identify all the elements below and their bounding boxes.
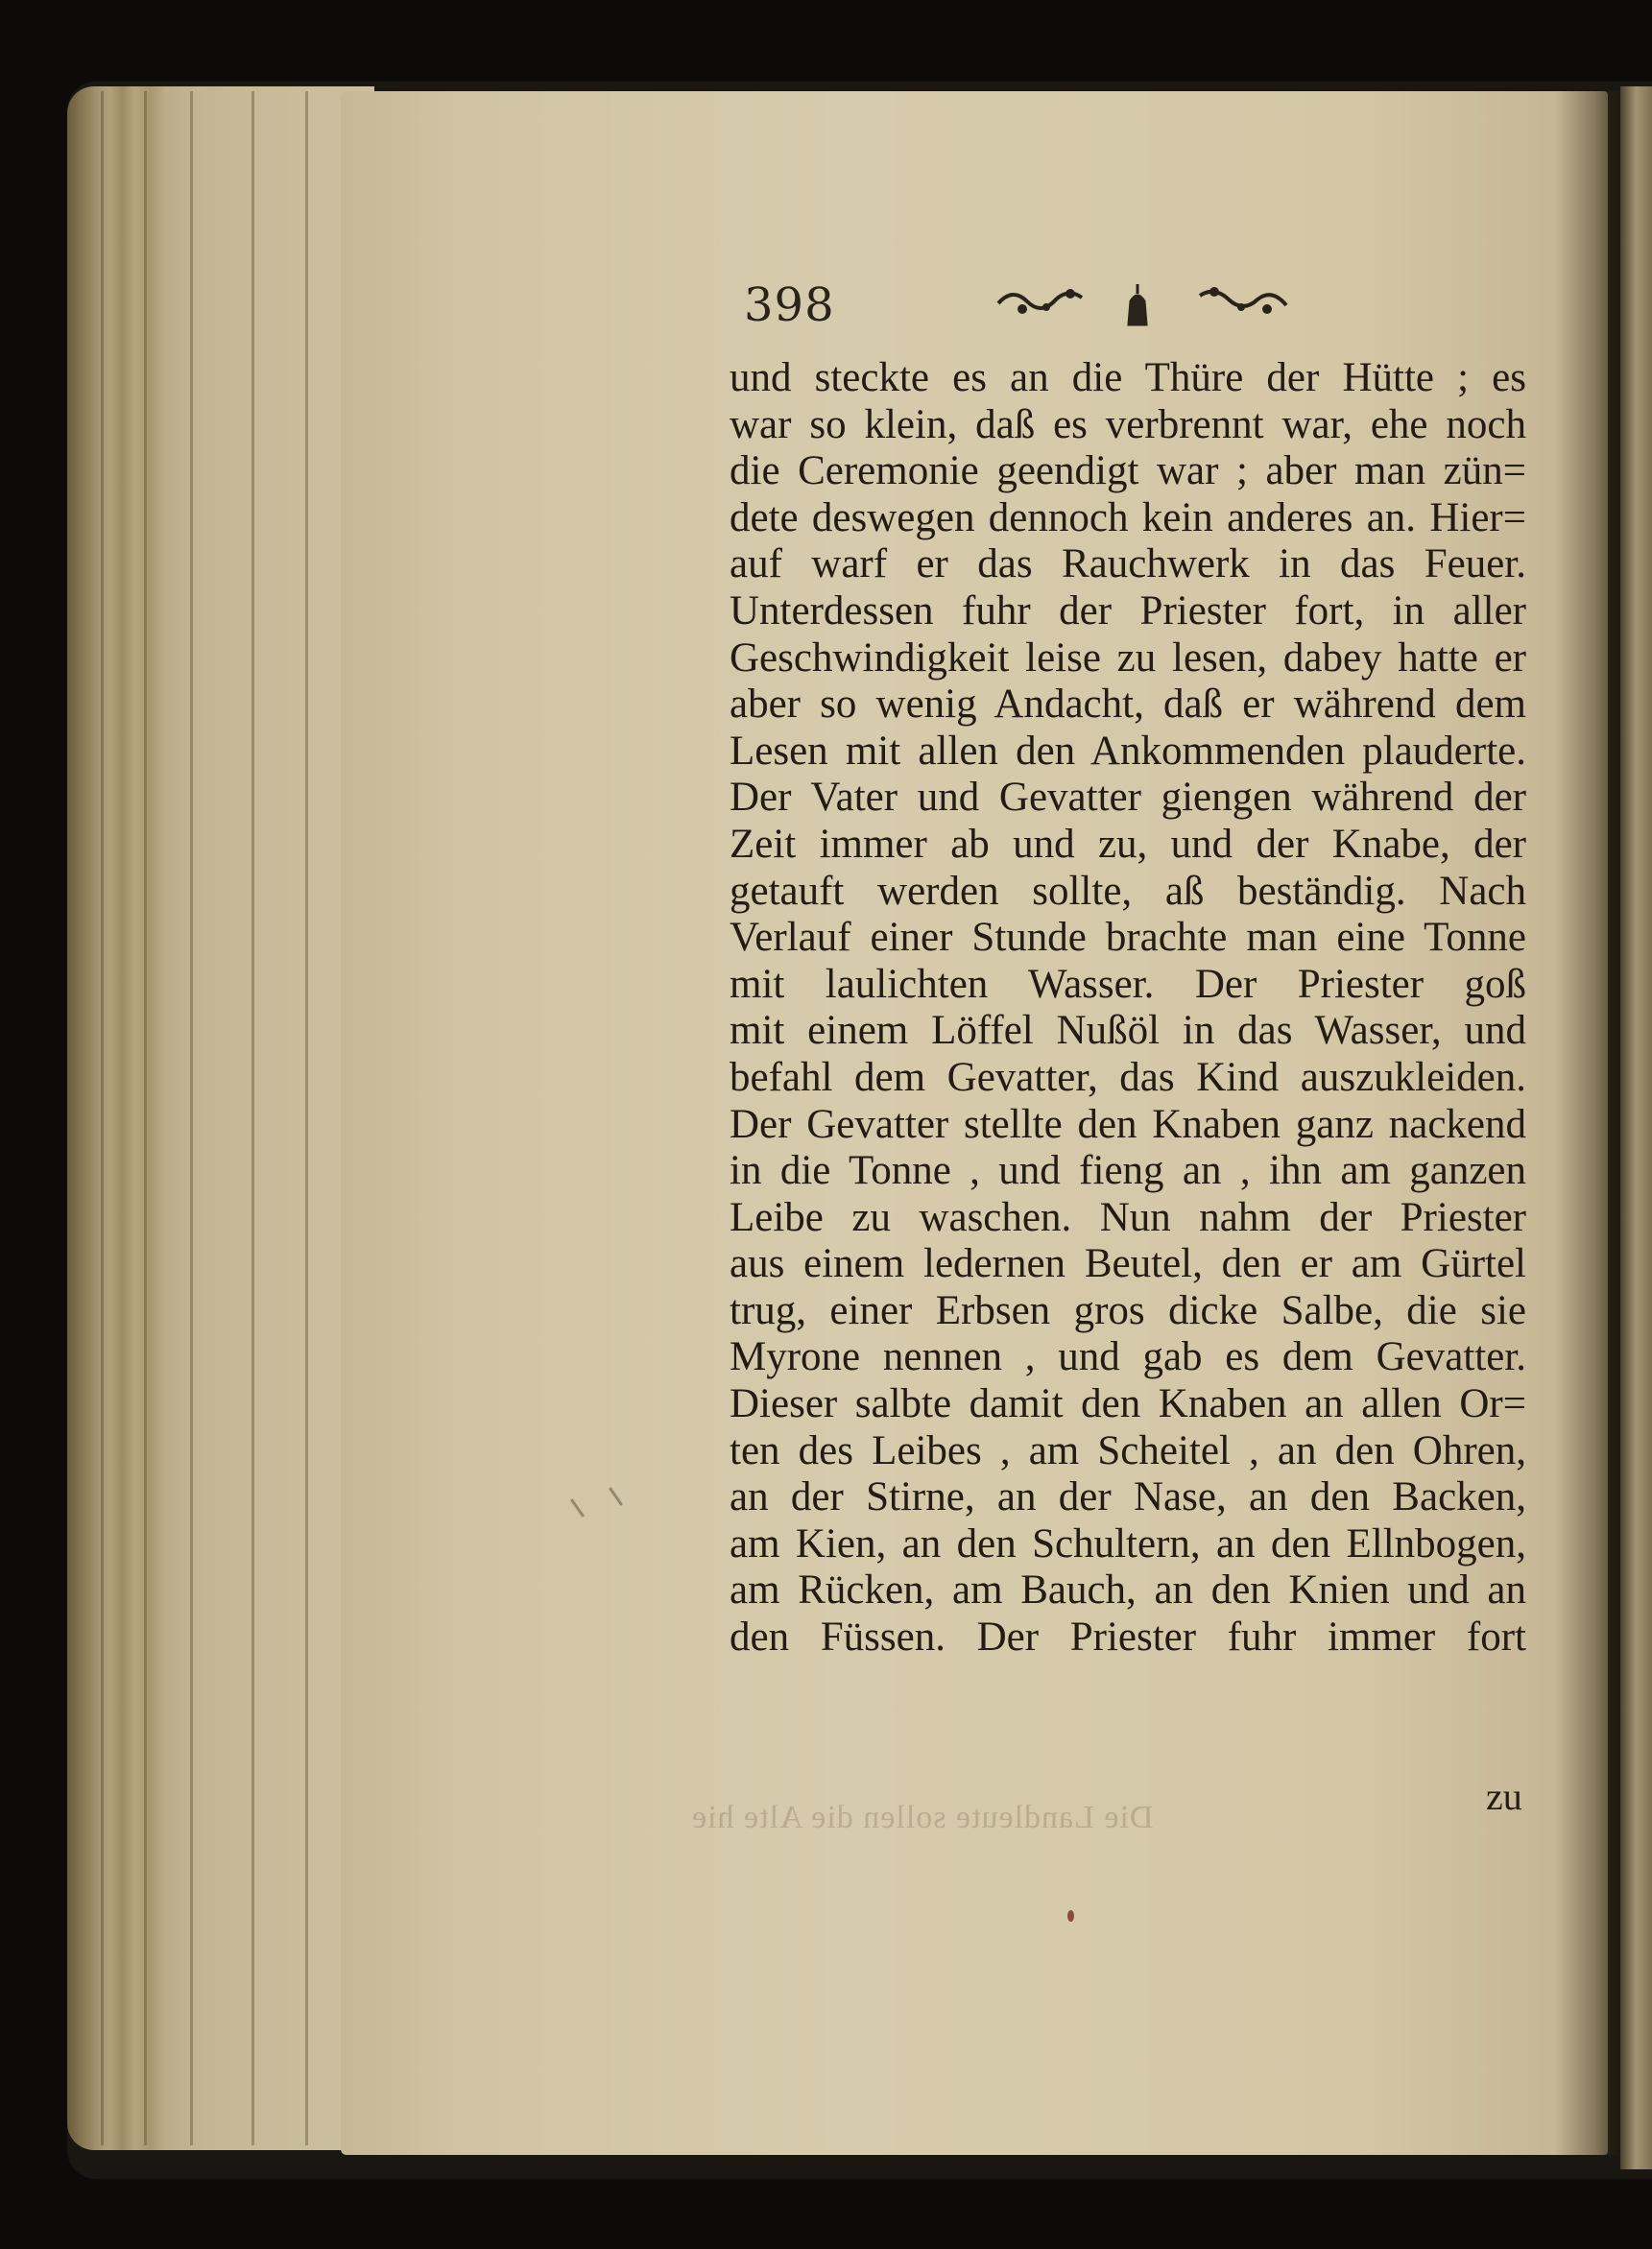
edge-line — [305, 91, 308, 2145]
text-line: trug, einer Erbsen gros dicke Salbe, die sie — [730, 1287, 1526, 1333]
gutter-shadow — [1555, 91, 1622, 2155]
text-line: befahl dem Gevatter, das Kind auszukleiden. — [730, 1054, 1526, 1100]
text-line: den Füssen. Der Priester fuhr immer fort — [730, 1615, 1526, 1661]
text-line: in die Tonne , und fieng an , ihn am ganzen — [730, 1148, 1526, 1194]
text-line: auf warf er das Rauchwerk in das Feuer. — [730, 541, 1526, 587]
page-edges — [67, 86, 374, 2150]
right-vignette-icon — [1195, 282, 1291, 321]
text-line: am Kien, an den Schultern, an den Ellnbogen, — [730, 1520, 1526, 1567]
text-line: ten des Leibes , am Scheitel , an den Ohren, — [730, 1427, 1526, 1473]
text-line: am Rücken, am Bauch, an den Knien und an — [730, 1567, 1526, 1614]
text-line: mit einem Löffel Nußöl in das Wasser, und — [730, 1008, 1526, 1054]
edge-line — [190, 91, 193, 2145]
text-line: Dieser salbte damit den Knaben an allen Or= — [730, 1381, 1526, 1427]
text-line: war so klein, daß es verbrennt war, ehe noch — [730, 401, 1526, 447]
edge-line — [144, 91, 147, 2145]
text-line: Verlauf einer Stunde brachte man eine Tonne — [730, 915, 1526, 961]
text-line: mit laulichten Wasser. Der Priester goß — [730, 961, 1526, 1007]
text-line: an der Stirne, an der Nase, an den Backen, — [730, 1474, 1526, 1520]
text-line: Geschwindigkeit leise zu lesen, dabey hatte er — [730, 634, 1526, 681]
text-line: getauft werden sollte, aß beständig. Nach — [730, 868, 1526, 914]
text-line: die Ceremonie geendigt war ; aber man zün= — [730, 448, 1526, 494]
text-line: Der Vater und Gevatter giengen während der — [730, 775, 1526, 821]
text-line: Der Gevatter stellte den Knaben ganz nackend — [730, 1101, 1526, 1147]
page-number: 398 — [744, 278, 835, 332]
bleed-through-text: Die Landleute sollen die Alte hie — [691, 1800, 1154, 1835]
body-text — [730, 355, 1526, 1662]
text-line: und steckte es an die Thüre der Hütte ; es — [730, 355, 1526, 400]
text-line: dete deswegen dennoch kein anderes an. Hier= — [730, 494, 1526, 540]
paper-stain — [1067, 1910, 1074, 1922]
text-line: aus einem ledernen Beutel, den er am Gürtel — [730, 1241, 1526, 1287]
catchword: zu — [1486, 1775, 1522, 1818]
text-line: Unterdessen fuhr der Priester fort, in aller — [730, 587, 1526, 634]
edge-line — [101, 91, 104, 2145]
center-vignette-icon — [1123, 282, 1152, 330]
facing-page-edge — [1620, 86, 1652, 2169]
page-header — [744, 278, 1296, 336]
text-line: Myrone nennen , und gab es dem Gevatter. — [730, 1334, 1526, 1380]
text-line: aber so wenig Andacht, daß er während dem — [730, 682, 1526, 728]
text-line: Leibe zu waschen. Nun nahm der Priester — [730, 1194, 1526, 1240]
text-line: Zeit immer ab und zu, und der Knabe, der — [730, 821, 1526, 867]
text-line: Lesen mit allen den Ankommenden plauderte. — [730, 728, 1526, 774]
edge-line — [251, 91, 254, 2145]
left-vignette-icon — [994, 282, 1089, 321]
